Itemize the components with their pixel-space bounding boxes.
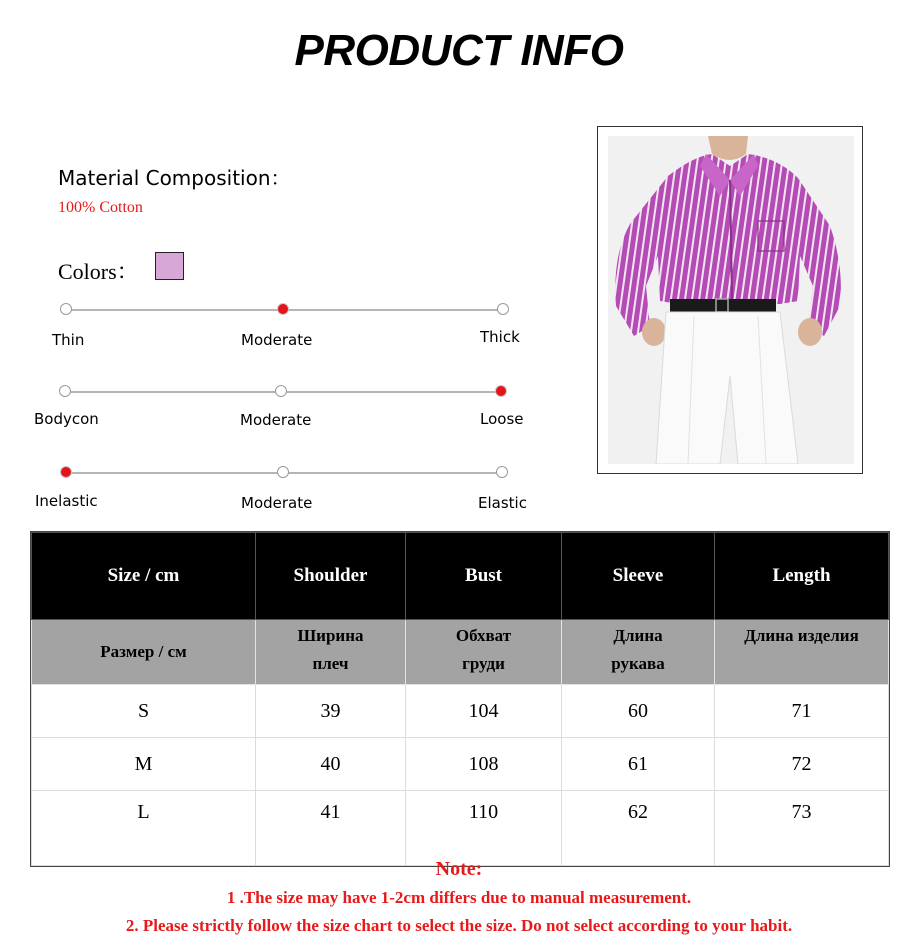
thickness-scale <box>0 309 560 369</box>
note-title: Note: <box>435 858 483 880</box>
scale-label-thin: Thin <box>52 331 85 349</box>
header-row-en <box>32 533 889 620</box>
table-cell: 110 <box>406 791 562 866</box>
product-photo-frame <box>597 126 863 474</box>
material-label: Material Composition： <box>58 166 291 190</box>
header-row-ru <box>32 620 889 685</box>
header-length: Length <box>715 533 889 620</box>
header-shoulder-ru: Ширина плеч <box>256 620 406 685</box>
material-value: 100% Cotton <box>58 199 143 216</box>
table-cell: 72 <box>715 738 889 791</box>
table-cell: 61 <box>562 738 715 791</box>
header-bust: Bust <box>406 533 562 620</box>
scale-dot-1 <box>277 466 289 478</box>
header-size-ru: Размер / см <box>32 620 256 685</box>
colors-label: Colors： <box>58 259 139 284</box>
scale-label-moderate: Moderate <box>240 411 312 429</box>
header-bust-ru: Обхват груди <box>406 620 562 685</box>
scale-dot-2 <box>495 385 507 397</box>
size-chart-table <box>31 532 889 866</box>
table-cell: 73 <box>715 791 889 866</box>
scale-label-moderate: Moderate <box>241 331 313 349</box>
table-cell: 41 <box>256 791 406 866</box>
table-cell: S <box>32 685 256 738</box>
header-size: Size / cm <box>32 533 256 620</box>
table-cell: 62 <box>562 791 715 866</box>
note-line-1: 1 .The size may have 1-2cm differs due to manual measurement. <box>226 888 692 907</box>
scale-dot-0 <box>59 385 71 397</box>
header-sleeve-ru: Длина рукава <box>562 620 715 685</box>
scale-dot-2 <box>497 303 509 315</box>
scale-label-thick: Thick <box>480 328 520 346</box>
table-cell: M <box>32 738 256 791</box>
page-title: PRODUCT INFO <box>294 26 624 75</box>
table-cell: 71 <box>715 685 889 738</box>
scale-dot-1 <box>277 303 289 315</box>
scale-dot-1 <box>275 385 287 397</box>
scale-label-moderate: Moderate <box>241 494 313 512</box>
scale-dot-2 <box>496 466 508 478</box>
table-cell: 108 <box>406 738 562 791</box>
scale-label-inelastic: Inelastic <box>35 492 98 510</box>
scale-dot-0 <box>60 303 72 315</box>
table-row <box>32 738 889 791</box>
product-photo <box>608 136 854 464</box>
table-cell: 60 <box>562 685 715 738</box>
color-swatch[interactable] <box>155 252 184 280</box>
table-row <box>32 685 889 738</box>
table-row <box>32 791 889 866</box>
header-shoulder: Shoulder <box>256 533 406 620</box>
table-cell: L <box>32 791 256 866</box>
table-cell: 39 <box>256 685 406 738</box>
scale-label-bodycon: Bodycon <box>34 410 99 428</box>
scale-label-elastic: Elastic <box>478 494 527 512</box>
header-length-ru: Длина изделия <box>715 620 889 685</box>
note-line-2: 2. Please strictly follow the size chart to select the size. Do not select according to your habit. <box>125 916 793 935</box>
fit-scale <box>0 391 560 451</box>
scale-label-loose: Loose <box>480 410 524 428</box>
header-sleeve: Sleeve <box>562 533 715 620</box>
scale-dot-0 <box>60 466 72 478</box>
table-cell: 104 <box>406 685 562 738</box>
elasticity-scale <box>0 472 560 532</box>
table-cell: 40 <box>256 738 406 791</box>
